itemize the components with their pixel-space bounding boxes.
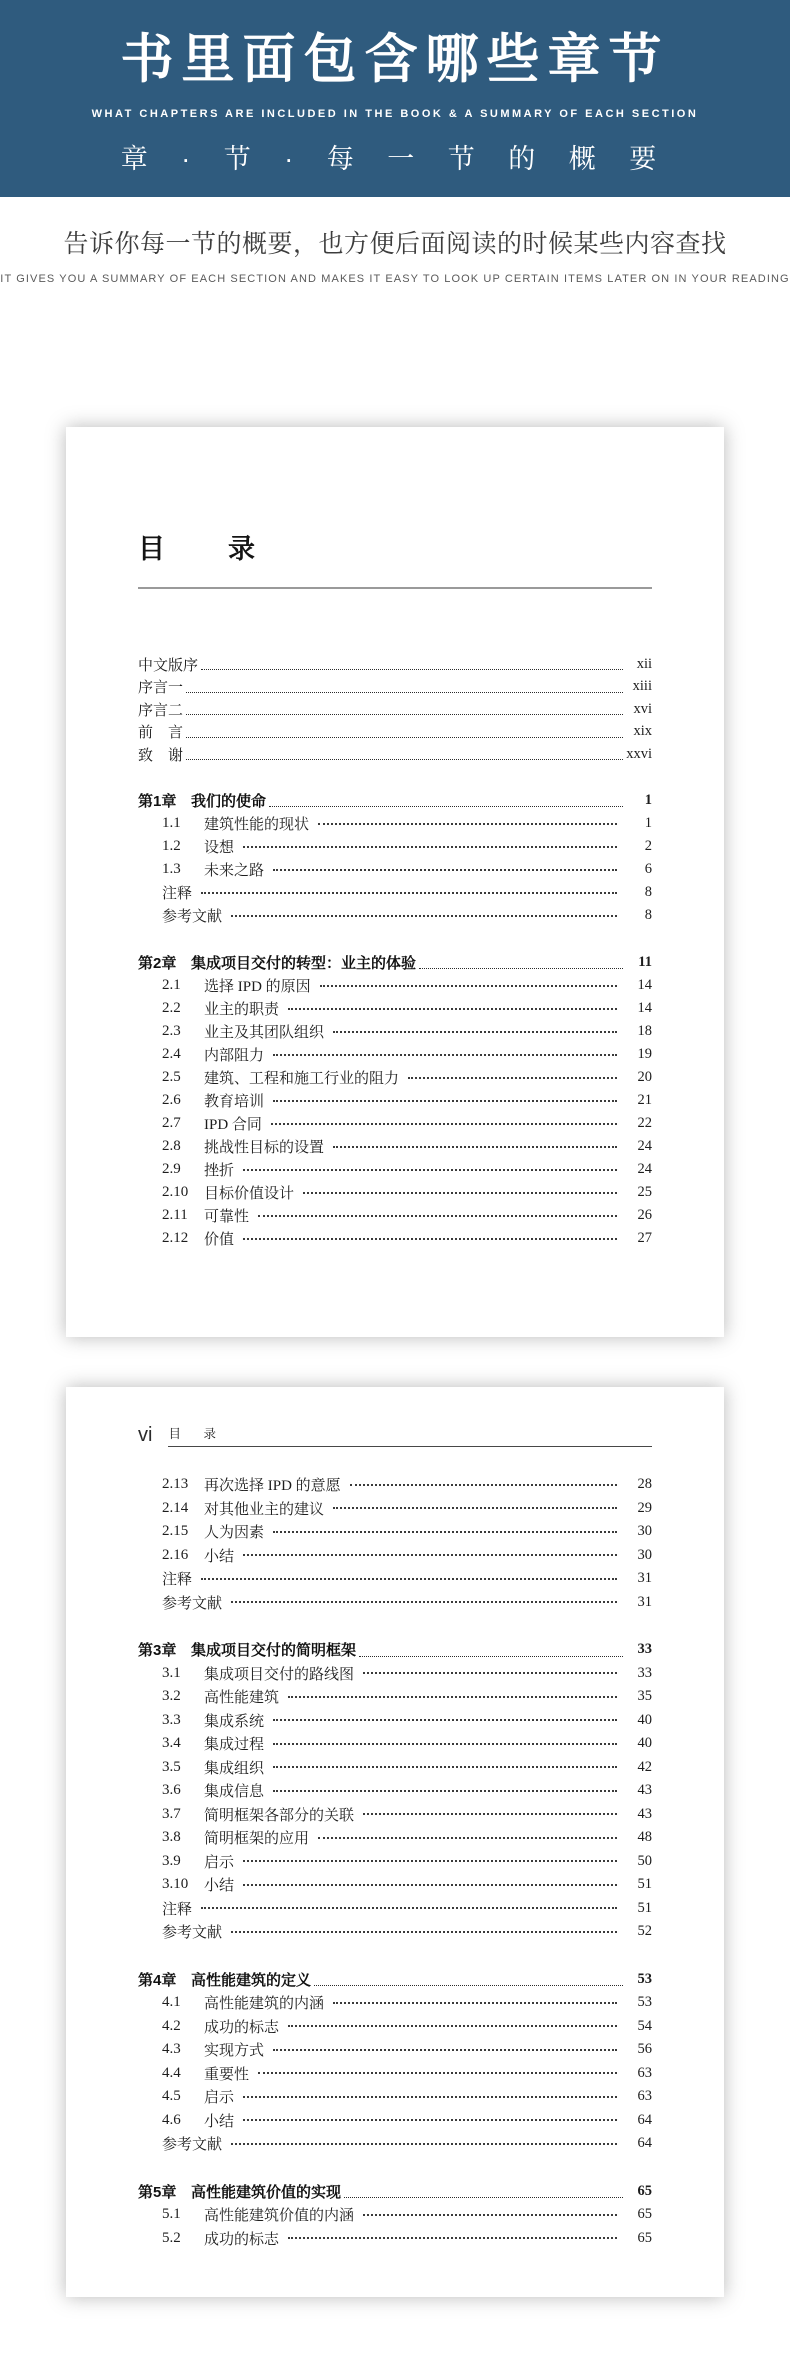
dot-leader xyxy=(273,869,617,871)
dot-leader xyxy=(258,2072,617,2074)
dot-leader xyxy=(419,968,623,969)
toc-entry-title: 注释 xyxy=(162,1901,193,1918)
toc-entry-title: 参考文献 xyxy=(162,909,223,926)
dot-leader xyxy=(344,2197,623,2198)
toc-entry-page: 53 xyxy=(637,1970,652,1987)
toc-entry-title: 小结 xyxy=(204,1878,235,1895)
intro-text-cn: 告诉你每一节的概要，也方便后面阅读的时候某些内容查找 xyxy=(63,230,727,258)
toc-entry xyxy=(138,2180,652,2204)
toc-entry xyxy=(138,2132,652,2156)
toc-entry-number: 第3章 xyxy=(138,1642,177,1660)
toc-entry-page: 51 xyxy=(637,1899,652,1916)
toc-entry xyxy=(138,653,652,676)
header-banner xyxy=(0,0,790,197)
toc-entry-number: 2.12 xyxy=(162,1230,189,1247)
toc-entry-page: 51 xyxy=(637,1876,652,1893)
toc-entry-page: xxvi xyxy=(626,745,652,762)
toc-entry-page: 43 xyxy=(637,1782,652,1799)
toc-entry-title: 成功的标志 xyxy=(204,2019,280,2036)
toc-entry-title: 建筑、工程和施工行业的阻力 xyxy=(204,1071,400,1088)
toc-entry-title: 选择 IPD 的原因 xyxy=(204,979,311,996)
toc-entry-number: 1.3 xyxy=(162,861,181,878)
toc-entry xyxy=(138,675,652,698)
toc-entry-page: 31 xyxy=(637,1570,652,1587)
toc-title: 目 录 xyxy=(138,534,273,564)
toc-entry-page: 29 xyxy=(637,1499,652,1516)
toc-entry xyxy=(138,1920,652,1944)
toc-entry-title: 前 言 xyxy=(138,725,184,741)
toc-entry-title: 注释 xyxy=(162,886,193,903)
toc-entry xyxy=(138,1544,652,1568)
toc-entry-page: 30 xyxy=(637,1523,652,1540)
toc-entry-number: 2.7 xyxy=(162,1115,181,1132)
dot-leader xyxy=(288,1696,617,1698)
dot-leader xyxy=(243,2096,617,2098)
dot-leader xyxy=(288,2025,617,2027)
toc-entry-page: 26 xyxy=(637,1207,652,1224)
toc-entry-title: 参考文献 xyxy=(162,1595,223,1612)
dot-leader xyxy=(314,1985,623,1986)
toc-entry-page: 65 xyxy=(637,2206,652,2223)
toc-entry-title: 简明框架各部分的关联 xyxy=(204,1807,355,1824)
toc-entry xyxy=(138,2062,652,2086)
toc-entry-page: 42 xyxy=(637,1758,652,1775)
toc-entry xyxy=(138,1803,652,1827)
toc-entry-number: 第1章 xyxy=(138,793,177,811)
toc-entry-title: 高性能建筑的定义 xyxy=(191,1971,312,1989)
toc-entry-title: 集成项目交付的简明框架 xyxy=(191,1642,357,1660)
toc-entry-page: 33 xyxy=(637,1641,652,1658)
toc-entry xyxy=(138,2203,652,2227)
dot-leader xyxy=(303,1192,617,1194)
toc-entry xyxy=(138,1473,652,1497)
dot-leader xyxy=(273,1100,617,1102)
toc-entry-page: 1 xyxy=(644,792,652,809)
toc-entry-page: 30 xyxy=(637,1546,652,1563)
toc-entry-title: 序言二 xyxy=(138,702,184,719)
dot-leader xyxy=(201,1578,617,1580)
toc-entry xyxy=(138,858,652,881)
page-running-header xyxy=(138,1387,652,1447)
toc-entry-number: 2.2 xyxy=(162,1000,181,1017)
toc-entry xyxy=(138,2227,652,2251)
toc-entry-title: 可靠性 xyxy=(204,1209,250,1226)
toc-entry xyxy=(138,1779,652,1803)
dot-leader xyxy=(273,1531,617,1533)
toc-entry-page: 40 xyxy=(637,1735,652,1752)
toc-entry-number: 5.2 xyxy=(162,2229,181,2246)
toc-entry-page: 63 xyxy=(637,2088,652,2105)
toc-entry-number: 3.6 xyxy=(162,1782,181,1799)
toc-entry-page: 11 xyxy=(638,954,652,971)
toc-entry-number: 2.15 xyxy=(162,1523,189,1540)
toc-entry-number: 4.6 xyxy=(162,2111,181,2128)
toc-entry-page: xii xyxy=(636,655,652,672)
toc-entry-page: 43 xyxy=(637,1805,652,1822)
toc-entry-title: 注释 xyxy=(162,1572,193,1589)
dot-leader xyxy=(273,1054,617,1056)
toc-entry xyxy=(138,1520,652,1544)
dot-leader xyxy=(186,714,623,715)
toc-entry-title: 中文版序 xyxy=(138,657,199,674)
toc-entry xyxy=(138,1991,652,2015)
toc-page-2 xyxy=(66,1387,724,2297)
toc-entry-title: 启示 xyxy=(204,2090,235,2107)
toc-entry-title: 小结 xyxy=(204,2113,235,2130)
toc-entry-page: 24 xyxy=(637,1138,652,1155)
toc-entry-number: 2.14 xyxy=(162,1499,189,1516)
dot-leader xyxy=(363,1813,617,1815)
toc-entry-title: 业主的职责 xyxy=(204,1002,280,1019)
toc-entry-title: 启示 xyxy=(204,1854,235,1871)
toc-entry-number: 3.1 xyxy=(162,1664,181,1681)
toc-entry-title: 重要性 xyxy=(204,2066,250,2083)
dot-leader xyxy=(333,1507,617,1509)
dot-leader xyxy=(273,1766,617,1768)
toc-entry-number: 2.16 xyxy=(162,1546,189,1563)
toc-entry-page: 53 xyxy=(637,1994,652,2011)
dot-leader xyxy=(333,1146,617,1148)
toc-entry xyxy=(138,1756,652,1780)
toc-entry-page: 6 xyxy=(644,861,652,878)
dot-leader xyxy=(201,669,623,670)
dot-leader xyxy=(269,806,623,807)
page-number: vi xyxy=(138,1424,153,1446)
dot-leader xyxy=(273,1790,617,1792)
toc-entry-title: 集成组织 xyxy=(204,1760,265,1777)
dot-leader xyxy=(288,1008,617,1010)
toc-entry xyxy=(138,951,652,974)
toc-title-rule xyxy=(138,587,652,589)
toc-entry-number: 3.5 xyxy=(162,1758,181,1775)
banner-subtitle-en: WHAT CHAPTERS ARE INCLUDED IN THE BOOK & A SUMMARY OF EACH SECTION xyxy=(91,107,699,120)
toc-entry-number: 4.2 xyxy=(162,2017,181,2034)
toc-entry-page: 27 xyxy=(637,1230,652,1247)
toc-entry xyxy=(138,1567,652,1591)
toc-entry-number: 2.8 xyxy=(162,1138,181,1155)
toc-entry-number: 2.10 xyxy=(162,1184,189,1201)
toc-entry-number: 2.3 xyxy=(162,1023,181,1040)
dot-leader xyxy=(333,1031,617,1033)
toc-entry-number: 4.1 xyxy=(162,1994,181,2011)
toc-entry-title: 人为因素 xyxy=(204,1525,265,1542)
toc-entry xyxy=(138,1591,652,1615)
toc-entry-page: xiii xyxy=(632,678,652,694)
front-matter-list xyxy=(138,653,652,766)
toc-entry-title: 参考文献 xyxy=(162,2137,223,2154)
dot-leader xyxy=(271,1123,617,1125)
dot-leader xyxy=(363,1672,617,1674)
toc-entry xyxy=(138,1826,652,1850)
toc-entry-page: 31 xyxy=(637,1593,652,1610)
running-head: 目 录 xyxy=(168,1428,652,1448)
toc-entry-title: 再次选择 IPD 的意愿 xyxy=(204,1478,341,1495)
dot-leader xyxy=(258,1215,617,1217)
toc-entry-title: 未来之路 xyxy=(204,863,265,880)
toc-entry xyxy=(138,2085,652,2109)
toc-entry-title: 集成信息 xyxy=(204,1784,265,1801)
dot-leader xyxy=(231,915,617,917)
toc-entry-number: 3.10 xyxy=(162,1876,189,1893)
dot-leader xyxy=(359,1656,623,1657)
toc-entry xyxy=(138,835,652,858)
toc-entry xyxy=(138,2015,652,2039)
toc-entry-number: 2.9 xyxy=(162,1161,181,1178)
toc-entry-title: 价值 xyxy=(204,1232,235,1249)
toc-entry-title: 对其他业主的建议 xyxy=(204,1501,325,1518)
toc-entry xyxy=(138,720,652,743)
toc-entry-title: 成功的标志 xyxy=(204,2231,280,2248)
toc-entry-title: 高性能建筑价值的内涵 xyxy=(204,2208,355,2225)
toc-entry-title: 序言一 xyxy=(138,680,184,696)
toc-entry xyxy=(138,1873,652,1897)
toc-entry-page: 14 xyxy=(637,977,652,994)
toc-entry-page: 1 xyxy=(644,815,652,832)
toc-entry xyxy=(138,1227,652,1250)
dot-leader xyxy=(231,1931,617,1933)
toc-entry-page: 35 xyxy=(637,1688,652,1705)
dot-leader xyxy=(318,1837,617,1839)
toc-entry-page: 2 xyxy=(644,838,652,855)
dot-leader xyxy=(186,737,623,738)
dot-leader xyxy=(243,1238,617,1240)
toc-entry-page: 33 xyxy=(637,1664,652,1681)
toc-entry xyxy=(138,698,652,721)
toc-entry-page: 52 xyxy=(637,1923,652,1940)
toc-entry-page: 64 xyxy=(637,2135,652,2152)
dot-leader xyxy=(231,1601,617,1603)
toc-entry-number: 第4章 xyxy=(138,1971,177,1989)
toc-entry xyxy=(138,812,652,835)
toc-entry-page: 20 xyxy=(637,1069,652,1086)
toc-page-1 xyxy=(66,427,724,1337)
toc-entry xyxy=(138,1204,652,1227)
dot-leader xyxy=(243,846,617,848)
toc-entry-number: 2.6 xyxy=(162,1092,181,1109)
dot-leader xyxy=(320,985,617,987)
toc-entry xyxy=(138,904,652,927)
dot-leader xyxy=(408,1077,617,1079)
toc-entry-title: 我们的使命 xyxy=(191,793,267,811)
toc-entry-number: 3.8 xyxy=(162,1829,181,1846)
toc-entry xyxy=(138,1066,652,1089)
toc-entry-page: 22 xyxy=(637,1115,652,1132)
toc-entry xyxy=(138,1662,652,1686)
toc-entry-title: 挑战性目标的设置 xyxy=(204,1140,325,1157)
toc-entry-page: 40 xyxy=(637,1711,652,1728)
toc-entry-page: 48 xyxy=(637,1829,652,1846)
toc-entry-number: 2.4 xyxy=(162,1046,181,1063)
intro-text-en: IT GIVES YOU A SUMMARY OF EACH SECTION AND MAKES IT EASY TO LOOK UP CERTAIN ITEMS LATER ON IN YOUR READING xyxy=(0,273,790,285)
toc-entry xyxy=(138,789,652,812)
toc-entry-number: 3.9 xyxy=(162,1852,181,1869)
toc-entry xyxy=(138,1638,652,1662)
toc-entry-title: 小结 xyxy=(204,1548,235,1565)
toc-entry-title: 内部阻力 xyxy=(204,1048,265,1065)
toc-entry-title: 高性能建筑 xyxy=(204,1690,280,1707)
toc-entry-number: 2.1 xyxy=(162,977,181,994)
toc-entry xyxy=(138,1709,652,1733)
toc-entry-number: 3.4 xyxy=(162,1735,181,1752)
dot-leader xyxy=(273,2049,617,2051)
dot-leader xyxy=(243,2119,617,2121)
dot-leader xyxy=(273,1743,617,1745)
toc-entry-title: 设想 xyxy=(204,840,235,857)
toc-entry-page: 8 xyxy=(644,884,652,901)
toc-entry-title: 集成过程 xyxy=(204,1737,265,1754)
dot-leader xyxy=(186,692,623,693)
toc-entry-title: 业主及其团队组织 xyxy=(204,1025,325,1042)
dot-leader xyxy=(243,1860,617,1862)
toc-entry-number: 4.4 xyxy=(162,2064,181,2081)
toc-entry-page: 64 xyxy=(637,2111,652,2128)
dot-leader xyxy=(243,1884,617,1886)
dot-leader xyxy=(201,1907,617,1909)
toc-entry-page: xvi xyxy=(633,700,652,717)
toc-entry-number: 2.13 xyxy=(162,1476,189,1493)
toc-entry-title: 简明框架的应用 xyxy=(204,1831,310,1848)
toc-entry-page: 54 xyxy=(637,2017,652,2034)
toc-entry xyxy=(138,2038,652,2062)
toc-entry-page: 28 xyxy=(637,1476,652,1493)
dot-leader xyxy=(363,2214,617,2216)
toc-entry-title: 高性能建筑价值的实现 xyxy=(191,2183,342,2201)
toc-entry xyxy=(138,1732,652,1756)
toc-entry-page: 19 xyxy=(637,1046,652,1063)
toc-list-page1 xyxy=(138,789,652,1250)
toc-entry-page: 24 xyxy=(637,1161,652,1178)
toc-entry-title: 教育培训 xyxy=(204,1094,265,1111)
toc-entry-page: 18 xyxy=(637,1023,652,1040)
toc-entry-number: 2.11 xyxy=(162,1207,188,1224)
toc-entry-number: 3.7 xyxy=(162,1805,181,1822)
toc-entry-page: 63 xyxy=(637,2064,652,2081)
toc-entry-title: 实现方式 xyxy=(204,2043,265,2060)
toc-entry xyxy=(138,1089,652,1112)
toc-entry-number: 第5章 xyxy=(138,2183,177,2201)
dot-leader xyxy=(288,2237,617,2239)
toc-list-page2 xyxy=(138,1473,652,2250)
toc-entry-title: 建筑性能的现状 xyxy=(204,817,310,834)
banner-title: 书里面包含哪些章节 xyxy=(120,31,670,89)
toc-entry xyxy=(138,1850,652,1874)
dot-leader xyxy=(273,1719,617,1721)
toc-entry xyxy=(138,1968,652,1992)
dot-leader xyxy=(201,892,617,894)
toc-entry-number: 第2章 xyxy=(138,955,177,973)
toc-entry-number: 3.3 xyxy=(162,1711,181,1728)
toc-entry-page: 65 xyxy=(637,2182,652,2199)
toc-entry-page: 50 xyxy=(637,1852,652,1869)
toc-entry xyxy=(138,2109,652,2133)
toc-entry-number: 5.1 xyxy=(162,2206,181,2223)
dot-leader xyxy=(231,2143,617,2145)
toc-entry xyxy=(138,1497,652,1521)
toc-entry-number: 4.3 xyxy=(162,2041,181,2058)
dot-leader xyxy=(350,1484,617,1486)
toc-entry-number: 3.2 xyxy=(162,1688,181,1705)
toc-entry xyxy=(138,1043,652,1066)
dot-leader xyxy=(243,1169,617,1171)
toc-entry-title: 集成项目交付的路线图 xyxy=(204,1666,355,1683)
toc-entry-title: 致 谢 xyxy=(138,747,184,764)
toc-entry-title: 挫折 xyxy=(204,1163,235,1180)
toc-entry xyxy=(138,743,652,766)
toc-entry xyxy=(138,997,652,1020)
toc-entry-title: 集成系统 xyxy=(204,1713,265,1730)
toc-entry xyxy=(138,1158,652,1181)
toc-entry-title: 集成项目交付的转型：业主的体验 xyxy=(191,955,417,973)
toc-entry xyxy=(138,1020,652,1043)
toc-entry xyxy=(138,1685,652,1709)
toc-entry xyxy=(138,1135,652,1158)
toc-entry-page: 21 xyxy=(637,1092,652,1109)
toc-entry xyxy=(138,974,652,997)
toc-entry xyxy=(138,881,652,904)
toc-entry-page: 65 xyxy=(637,2229,652,2246)
toc-entry-page: 25 xyxy=(637,1184,652,1201)
toc-entry-page: 56 xyxy=(637,2041,652,2058)
toc-entry-title: 参考文献 xyxy=(162,1925,223,1942)
toc-entry xyxy=(138,1181,652,1204)
toc-entry-title: IPD 合同 xyxy=(204,1117,262,1134)
dot-leader xyxy=(318,823,617,825)
toc-entry-page: 14 xyxy=(637,1000,652,1017)
toc-entry xyxy=(138,1112,652,1135)
toc-entry-title: 目标价值设计 xyxy=(204,1186,295,1203)
toc-entry-number: 1.2 xyxy=(162,838,181,855)
toc-entry-page: xix xyxy=(633,723,652,739)
toc-entry xyxy=(138,1897,652,1921)
dot-leader xyxy=(243,1554,617,1556)
toc-entry-number: 1.1 xyxy=(162,815,181,832)
toc-entry-page: 8 xyxy=(644,907,652,924)
toc-entry-number: 4.5 xyxy=(162,2088,181,2105)
toc-entry-title: 高性能建筑的内涵 xyxy=(204,1996,325,2013)
banner-subtitle-cn: 章 · 节 · 每 一 节 的 概 要 xyxy=(120,143,670,174)
dot-leader xyxy=(333,2002,617,2004)
dot-leader xyxy=(186,759,623,760)
toc-entry-number: 2.5 xyxy=(162,1069,181,1086)
